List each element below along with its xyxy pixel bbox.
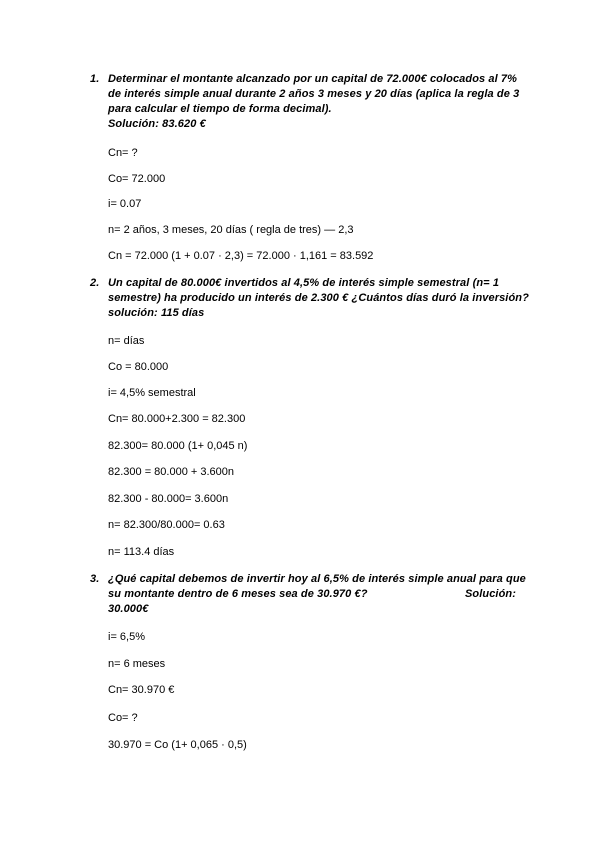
problem-1-step-3: i= 0.07 <box>108 198 142 210</box>
problem-3-number: 3. <box>90 573 100 585</box>
problem-1-step-5: Cn = 72.000 (1 + 0.07 · 2,3) = 72.000 · 1,161 = 83.592 <box>108 250 374 262</box>
problem-3-step-2: n= 6 meses <box>108 658 166 670</box>
problem-2-line-2: semestre) ha producido un interés de 2.300 € ¿Cuántos días duró la inversión? <box>108 292 529 304</box>
problem-3-step-4: Co= ? <box>108 712 138 724</box>
problem-2-step-7: 82.300 - 80.000= 3.600n <box>108 493 229 505</box>
problem-1-statement <box>90 72 530 132</box>
problem-3-line-2 <box>108 587 530 602</box>
problem-1-step-2: Co= 72.000 <box>108 173 166 185</box>
problem-3-step-3: Cn= 30.970 € <box>108 684 175 696</box>
problem-1-solution: Solución: 83.620 € <box>108 118 206 130</box>
problem-3-step-5: 30.970 = Co (1+ 0,065 · 0,5) <box>108 739 247 751</box>
problem-2-step-9: n= 113.4 días <box>108 546 175 558</box>
problem-2-line-1: Un capital de 80.000€ invertidos al 4,5% de interés simple semestral (n= 1 <box>108 277 500 289</box>
problem-3-line-2-text: su montante dentro de 6 meses sea de 30.970 €? <box>108 588 368 600</box>
problem-3-solution: 30.000€ <box>108 603 149 615</box>
problem-1-number: 1. <box>90 73 100 85</box>
problem-2-statement <box>90 276 530 321</box>
problem-2-step-1: n= días <box>108 335 145 347</box>
problem-1-step-1: Cn= ? <box>108 147 138 159</box>
problem-2-step-5: 82.300= 80.000 (1+ 0,045 n) <box>108 440 248 452</box>
problem-1-line-3: para calcular el tiempo de forma decimal). <box>108 103 332 115</box>
problem-2-step-4: Cn= 80.000+2.300 = 82.300 <box>108 413 246 425</box>
problem-2-solution: solución: 115 días <box>108 307 205 319</box>
problem-3-statement <box>90 572 530 617</box>
problem-1-line-1: Determinar el montante alcanzado por un capital de 72.000€ colocados al 7% <box>108 73 518 85</box>
problem-2-step-8: n= 82.300/80.000= 0.63 <box>108 519 225 531</box>
problem-1-step-4: n= 2 años, 3 meses, 20 días ( regla de tres) — 2,3 <box>108 224 354 236</box>
problem-2-number: 2. <box>90 277 100 289</box>
problem-3-step-1: i= 6,5% <box>108 631 145 643</box>
problem-2-step-2: Co = 80.000 <box>108 361 169 373</box>
problem-3-line-1: ¿Qué capital debemos de invertir hoy al 6,5% de interés simple anual para que <box>108 573 526 585</box>
problem-1-line-2: de interés simple anual durante 2 años 3 meses y 20 días (aplica la regla de 3 <box>108 88 520 100</box>
problem-3-solution-label: Solución: <box>464 588 516 600</box>
problem-2-step-3: i= 4,5% semestral <box>108 387 196 399</box>
problem-2-step-6: 82.300 = 80.000 + 3.600n <box>108 466 235 478</box>
